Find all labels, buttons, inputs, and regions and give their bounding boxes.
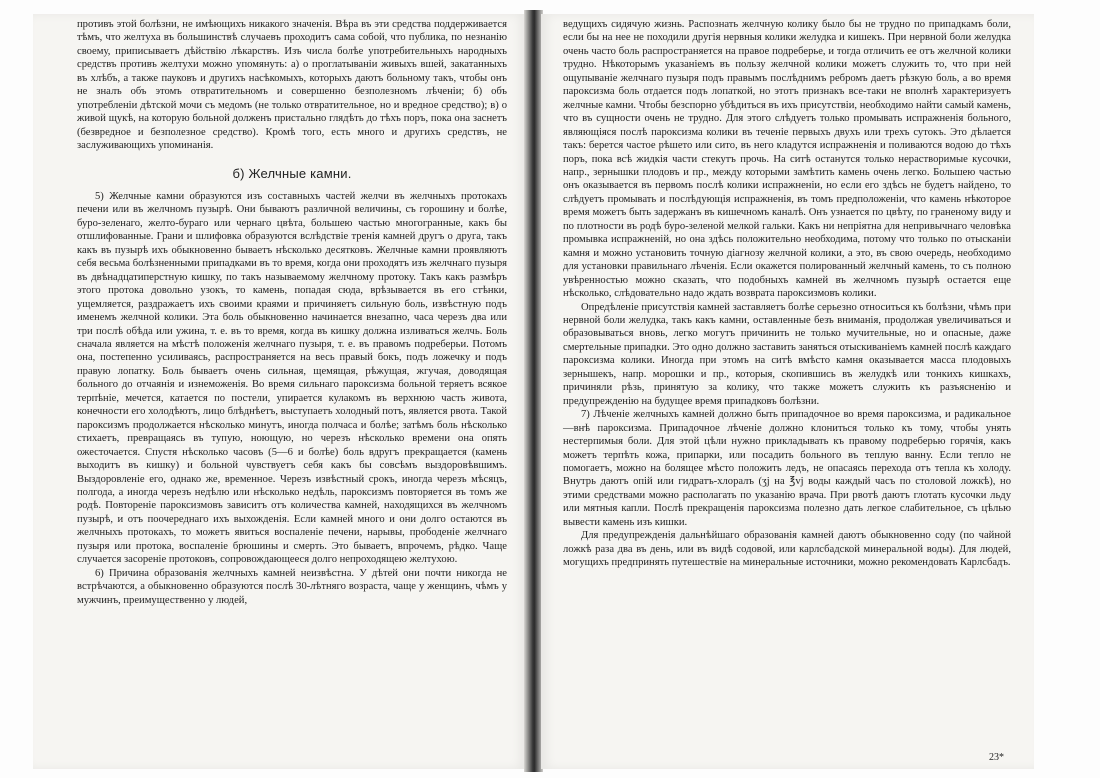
paragraph-prevention: Для предупрежденія дальнѣйшаго образованія камней даютъ обыкновенно соду (по чайной ложкѣ раза два въ день, или въ видѣ содовой, или карлсбадской минеральной воды). Для людей, могущихъ предпринять путешествіе на минеральные источники, можно рекомендовать Карлсбадъ. — [563, 530, 1011, 569]
paragraph-definition: Опредѣленіе присутствія камней заставляетъ болѣе серьезно относиться къ болѣзни, чѣмъ при нервной боли желудка, такъ какъ камни, оставленные безъ вниманія, продолжая увеличиваться и образовываться вновь, легко могутъ причинить не только мучительные, но и опасные, даже смертельные припадки. Это одно должно заставить заняться отыскиваніемъ камней послѣ каждаго пароксизма колики. Иногда при этомъ на ситѣ вмѣсто камня оказывается масса плодовыхъ зернышекъ, напр. морошки и пр., которыя, скопившись въ желудкѣ или тонкихъ кишкахъ, причиняли рѣзь, принятую за колику, что также можетъ служить къ разъясненію и предупрежденію на будущее время припадковъ болѣзни. — [563, 301, 1011, 407]
left-intro-paragraph: противъ этой болѣзни, не имѣющихъ никакого значенія. Вѣра въ эти средства поддерживается тѣмъ, что желтуха въ большинствѣ случаевъ проходитъ сама собой, что публика, по незнанію своему, приписываетъ дѣйствію лѣкарствъ. Изъ числа болѣе употребительныхъ народныхъ средствъ противъ желтухи можно упомянуть: а) о проглатываніи живыхъ вшей, закатанныхъ въ хлѣбъ, а также пауковъ и другихъ насѣкомыхъ, которыхъ даютъ больному такъ, чтобы онъ не зналъ объ этомъ отвратительномъ и совершенно безполезномъ лѣченіи; б) объ употребленіи дѣтской мочи съ медомъ (не только отвратительное, но и вредное средство); в) о живой щукѣ, на которую больной долженъ пристально глядѣть до тѣхъ поръ, пока она заснетъ (безвредное и безполезное средство). Кромѣ того, есть много и другихъ средствъ, не заслуживающихъ упоминанія. — [77, 19, 507, 152]
left-page — [33, 14, 526, 769]
paragraph-5: 5) Желчные камни образуются изъ составныхъ частей желчи въ желчныхъ протокахъ печени или въ желчномъ пузырѣ. Они бываютъ различной величины, съ горошину и болѣе, буро-зеленаго, желто-бураго или чернаго цвѣта, большею частью многогранные, какъ бы отшлифованные. Грани и шлифовка образуются вслѣдствіе тренія камней другъ о друга, такъ какъ въ пузырѣ ихъ обыкновенно бываетъ нѣсколько десятковъ. Желчные камни проявляютъ себя весьма болѣзненными припадками въ то время, когда они проходятъ изъ желчнаго пузыря въ двѣнадцатиперстную кишку, по такъ называемому желчному протоку. Такъ какъ размѣръ этого протока довольно узокъ, то камень, попадая сюда, врѣзывается въ его стѣнки, ущемляется, раздражаетъ ихъ своими краями и причиняетъ сильную боль, извѣстную подъ именемъ желчной колики. Эта боль обыкновенно начинается внезапно, часа черезъ два или три послѣ обѣда или ужина, т. е. въ то время, когда въ кишку должна изливаться желчь. Боль сначала является на мѣстѣ положенія желчнаго пузыря, т. е. въ правомъ подреберьи. Потомъ она, постепенно усиливаясь, распространяется на весь правый бокъ, подъ ложечку и подъ правую лопатку. Боль бываетъ очень сильная, щемящая, рѣжущая, жгучая, доводящая больного до отчаянія и изнеможенія. Во время сильнаго пароксизма больной теряетъ всякое терпѣніе, мечется, катается по постели, упирается кулакомъ въ верхнюю часть живота, конечности его холодѣютъ, лицо блѣднѣетъ, выступаетъ холодный потъ, является рвота. Такой пароксизмъ продолжается нѣсколько минутъ, иногда полчаса и болѣе; затѣмъ боль нѣсколько стихаетъ, превращаясь въ тупую, ноющую, но черезъ нѣсколько времени она опять ожесточается. Спустя нѣсколько часовъ (5—6 и болѣе) боль вдругъ прекращается (камень выходитъ въ кишку) и больной чувствуетъ себя какъ бы совсѣмъ выздоровѣвшимъ. Выздоровленіе его, однако же, временное. Черезъ извѣстный срокъ, иногда черезъ мѣсяцъ, полгода, а иногда черезъ недѣлю или нѣсколько недѣль, пароксизмъ повторяется въ томъ же родѣ. Повтореніе пароксизмовъ зависитъ отъ количества камней, находящихся въ желчномъ пузырѣ, и отъ поочереднаго ихъ выхожденія. Если камней много и они долго остаются въ желчныхъ протокахъ, то можетъ явиться воспаленіе печени, нарывы, прободеніе желчнаго пузыря или протока, воспаленіе брюшины и смерть. Это бываетъ, впрочемъ, рѣдко. Чаще случается засореніе протоковъ, сопровождающееся долго непроходящею желтухою. — [77, 190, 507, 566]
section-heading: б) Желчные камни. — [232, 165, 352, 181]
paragraph-7: 7) Лѣченіе желчныхъ камней должно быть припадочное во время пароксизма, и радикальное—внѣ пароксизма. Припадочное лѣченіе должно клониться только къ тому, чтобы унять нестерпимыя боли. Для этой цѣли нужно прикладывать къ правому подреберью горячія, какъ можетъ терпѣть кожа, припарки, или посадить больного въ теплую ванну. Если тепло не помогаетъ, можно на болящее мѣсто положить ледъ, не опасаясь перехода отъ тепла къ холоду. Внутрь даютъ опій или гидратъ-хлоралъ (ʒj на ℥vj воды каждый часъ по столовой ложкѣ), но этими средствами можно располагать по указанію врача. При рвотѣ даютъ глотать кусочки льду или мятныя капли. Послѣ прекращенія пароксизма полезно дать легкое слабительное, съ цѣлью вывести камень изъ кишки. — [563, 409, 1011, 528]
right-continuation-paragraph: ведущихъ сидячую жизнь. Распознать желчную колику было бы не трудно по припадкамъ боли, если бы на нее не походили другія нервныя колики желудка и кишекъ. При нервной боли желудка очень часто боль распространяется на правое подреберье, и тогда отличить ее отъ желчной колики трудно. Нѣкоторымъ указаніемъ въ пользу желчной колики можетъ служить то, что при ней ощупываніе желчнаго пузыря подъ правымъ послѣднимъ ребромъ даетъ рѣзкую боль, а во время пароксизма боль отдается подъ лопаткой, но этотъ признакъ все-таки не вполнѣ характеризуетъ желчные камни. Чтобы безспорно убѣдиться въ ихъ присутствіи, необходимо найти самый камень, что въ сущности очень не трудно. Для этого слѣдуетъ только промывать испражненія больного, являющіяся послѣ пароксизма колики въ теченіе первыхъ двухъ или трехъ сутокъ. Это дѣлается такъ: берется частое рѣшето или сито, въ него кладутся испражненія и поливаются водою до тѣхъ поръ, пока всѣ жидкія части стекутъ прочь. На ситѣ останутся только нерастворимые кусочки, напр., зернышки плодовъ и пр., между которыми замѣтить камень очень легко. Большею частью онъ оказывается въ первомъ послѣ колики испражненіи, но если его здѣсь не будетъ найдено, то слѣдуетъ промывать и послѣдующія испражненія, въ томъ предположеніи, что камень нѣкоторое время можетъ быть задержанъ въ кишечномъ каналѣ. Онъ узнается по цвѣту, по граненому виду и по плотности въ родѣ буро-зеленой мелкой гальки. Какъ ни непріятна для непривычнаго человѣка промывка испражненій, но она здѣсь положительно необходима, потому что только по отысканіи камня и можно установить точную діагнозу желчной колики, а это, въ свою очередь, необходимо для установки правильнаго лѣченія. Если окажется полированный желчный камень, то съ полною увѣренностью можно сказать, что подобныхъ камней въ желчномъ пузырѣ остается еще нѣсколько, слѣдовательно надо ждать возврата пароксизмовъ колики. — [563, 19, 1011, 300]
left-page-text-column — [77, 18, 507, 607]
right-page — [541, 14, 1034, 769]
page-number: 23* — [989, 752, 1004, 763]
paragraph-6: 6) Причина образованія желчныхъ камней неизвѣстна. У дѣтей они почти никогда не встрѣчаются, а обыкновенно образуются послѣ 30-лѣтняго возраста, чаще у женщинъ, чѣмъ у мужчинъ, преимущественно у людей, — [77, 567, 507, 606]
right-page-text-column — [563, 18, 1011, 570]
